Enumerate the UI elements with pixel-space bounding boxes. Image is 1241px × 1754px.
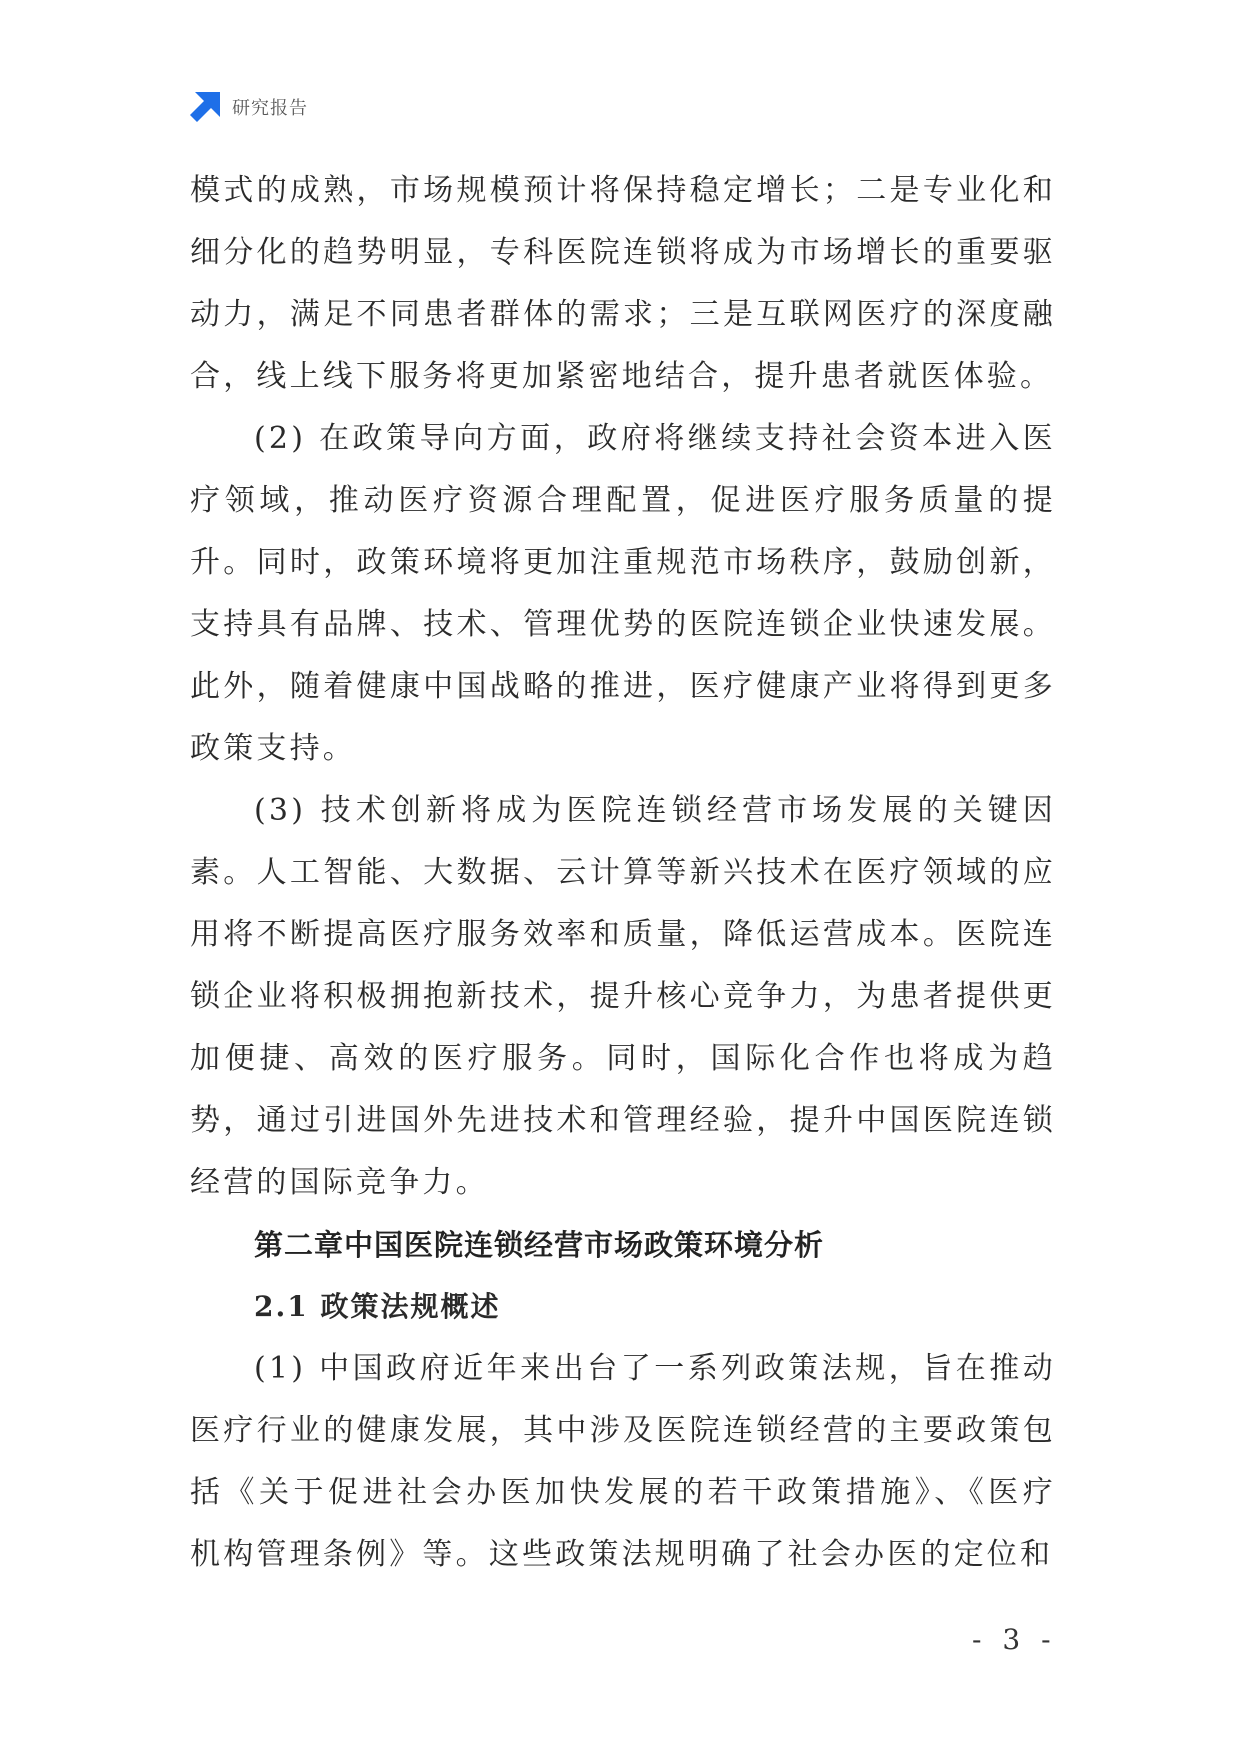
paragraph-policy-direction: (2) 在政策导向方面，政府将继续支持社会资本进入医疗领域，推动医疗资源合理配置，促进医疗服务质量的提升。同时，政策环境将更加注重规范市场秩序，鼓励创新，支持具有品牌、技术、管理优势的医院连锁企业快速发展。此外，随着健康中国战略的推进，医疗健康产业将得到更多政策支持。 — [190, 421, 1056, 766]
paragraph-continued: 模式的成熟，市场规模预计将保持稳定增长；二是专业化和细分化的趋势明显，专科医院连锁将成为市场增长的重要驱动力，满足不同患者群体的需求；三是互联网医疗的深度融合，线上线下服务将更加紧密地结合，提升患者就医体验。 — [190, 173, 1056, 394]
section-title: 2.1 政策法规概述 — [254, 1290, 501, 1323]
document-body — [190, 160, 1056, 1586]
chapter-title: 第二章中国医院连锁经营市场政策环境分析 — [254, 1228, 825, 1262]
page-number: - 3 - — [972, 1623, 1057, 1656]
paragraph-tech-innovation: (3) 技术创新将成为医院连锁经营市场发展的关键因素。人工智能、大数据、云计算等新兴技术在医疗领域的应用将不断提高医疗服务效率和质量，降低运营成本。医院连锁企业将积极拥抱新技术，提升核心竞争力，为患者提供更加便捷、高效的医疗服务。同时，国际化合作也将成为趋势，通过引进国外先进技术和管理经验，提升中国医院连锁经营的国际竞争力。 — [190, 793, 1056, 1200]
arrow-up-right-icon — [190, 92, 220, 122]
paragraph-policy-overview: (1) 中国政府近年来出台了一系列政策法规，旨在推动医疗行业的健康发展，其中涉及医院连锁经营的主要政策包括《关于促进社会办医加快发展的若干政策措施》、《医疗机构管理条例》等。这些政策法规明确了社会办医的定位和 — [190, 1351, 1056, 1572]
header-title: 研究报告 — [232, 98, 308, 119]
report-header — [190, 90, 308, 124]
